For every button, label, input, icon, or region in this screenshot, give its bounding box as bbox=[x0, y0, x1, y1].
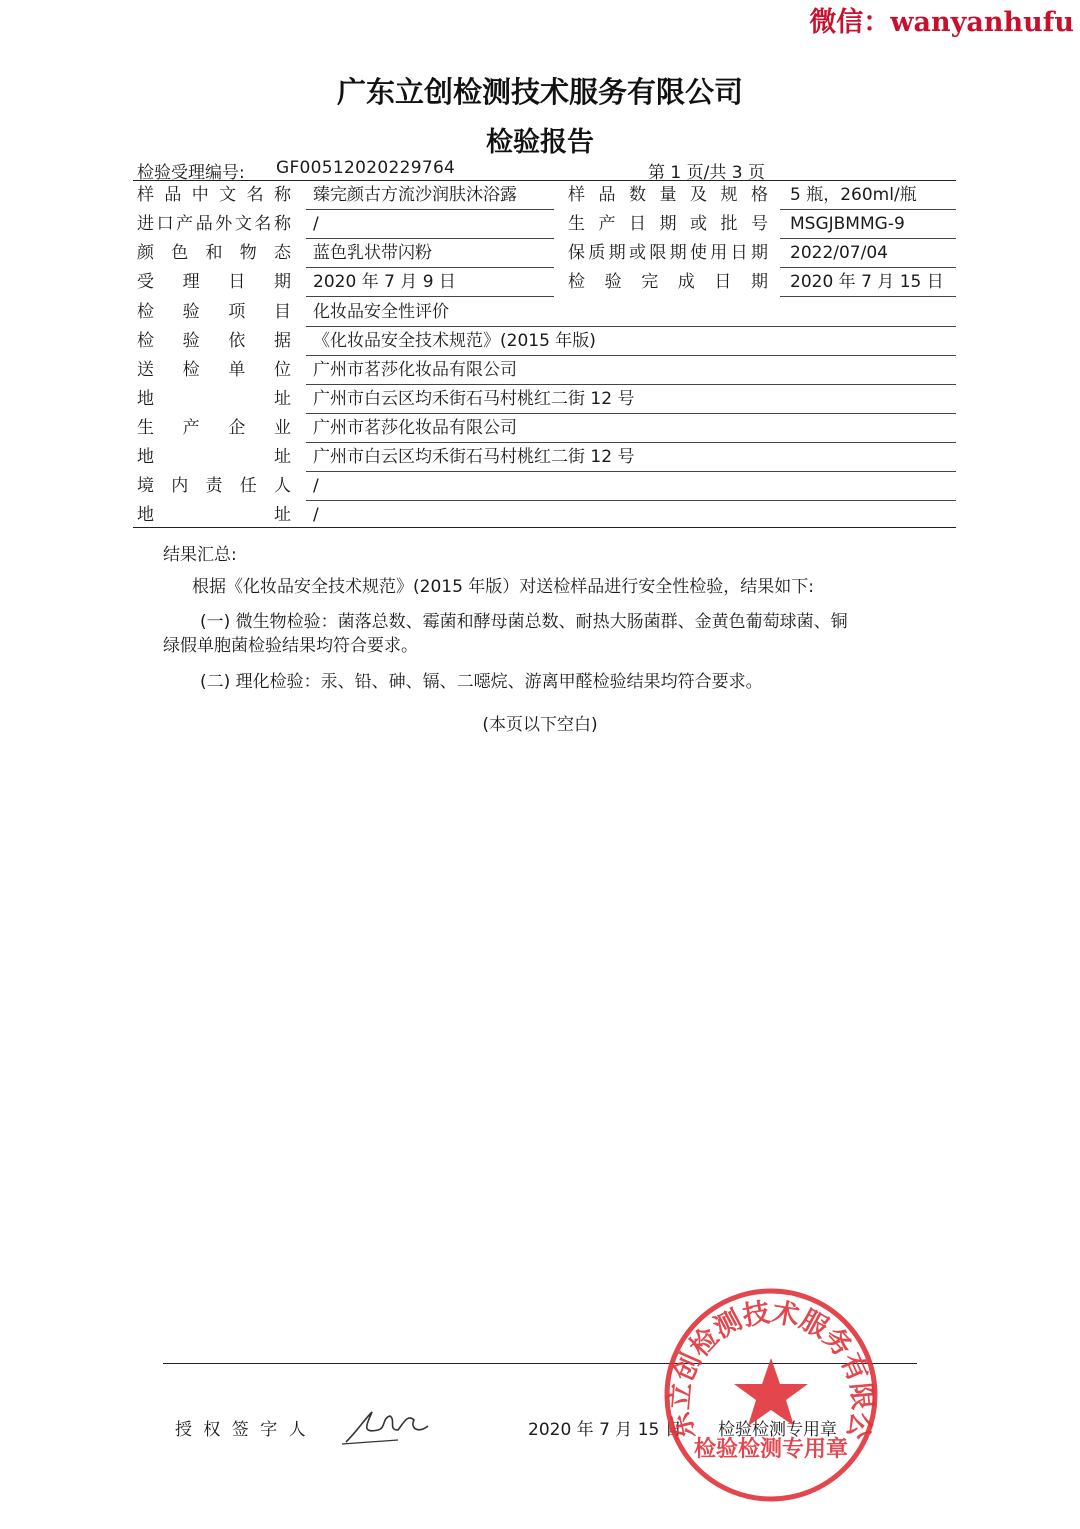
label-char: 地 bbox=[137, 389, 154, 409]
label-char: 依 bbox=[228, 331, 246, 351]
label-char: 进 bbox=[137, 214, 154, 234]
label-char: 企 bbox=[228, 418, 246, 438]
label-basis bbox=[137, 331, 291, 351]
label-char: 外 bbox=[215, 214, 233, 234]
summary-micro-line1: (一) 微生物检验：菌落总数、霉菌和酵母菌总数、耐热大肠菌群、金黄色葡萄球菌、铜 bbox=[200, 612, 848, 632]
value-rep-address: / bbox=[313, 505, 319, 525]
label-char: 日 bbox=[629, 214, 646, 234]
value-color-state: 蓝色乳状带闪粉 bbox=[313, 243, 432, 263]
label-producer bbox=[137, 418, 291, 438]
value-domestic-rep: / bbox=[313, 476, 319, 496]
underline bbox=[780, 209, 956, 210]
underline bbox=[306, 238, 554, 239]
underline bbox=[306, 355, 956, 356]
label-char: 态 bbox=[274, 243, 291, 263]
label-import-name bbox=[137, 214, 291, 234]
label-char: 验 bbox=[604, 272, 622, 292]
summary-micro-line2: 绿假单胞菌检验结果均符合要求。 bbox=[163, 636, 418, 656]
label-char: 品 bbox=[164, 185, 182, 205]
label-char: 期 bbox=[750, 243, 768, 263]
sign-date: 2020 年 7 月 15 日 bbox=[528, 1420, 682, 1440]
label-char: 址 bbox=[274, 389, 291, 409]
underline bbox=[780, 296, 956, 297]
seal-star-icon bbox=[734, 1358, 808, 1426]
label-char: 和 bbox=[205, 243, 223, 263]
label-char: 品 bbox=[195, 214, 213, 234]
label-char: 或 bbox=[690, 214, 707, 234]
label-char: 生 bbox=[137, 418, 154, 438]
value-producer-address: 广州市白云区均禾街石马村桃红二街 12 号 bbox=[313, 447, 635, 467]
label-char: 批 bbox=[720, 214, 738, 234]
label-batch bbox=[568, 214, 768, 234]
label-expiry bbox=[568, 243, 768, 263]
underline bbox=[306, 413, 956, 414]
label-char: 期 bbox=[669, 243, 687, 263]
summary-chem: (二) 理化检验：汞、铅、砷、镉、二噁烷、游离甲醛检验结果均符合要求。 bbox=[200, 672, 763, 692]
label-char: 保 bbox=[568, 243, 585, 263]
label-char: 址 bbox=[274, 447, 291, 467]
label-char: 规 bbox=[720, 185, 738, 205]
label-char: 理 bbox=[182, 272, 200, 292]
label-char: 量 bbox=[659, 185, 677, 205]
label-char: 地 bbox=[137, 447, 154, 467]
label-char: 内 bbox=[171, 476, 189, 496]
value-sender-address: 广州市白云区均禾街石马村桃红二街 12 号 bbox=[313, 389, 635, 409]
underline bbox=[306, 384, 956, 385]
label-char: 检 bbox=[568, 272, 585, 292]
label-sender-address bbox=[137, 389, 291, 409]
label-char: 名 bbox=[254, 214, 272, 234]
label-char: 文 bbox=[234, 214, 252, 234]
underline bbox=[306, 209, 554, 210]
summary-heading: 结果汇总: bbox=[163, 545, 237, 565]
underline bbox=[306, 442, 956, 443]
label-char: 期 bbox=[750, 272, 768, 292]
seal-label: 检验检测专用章 bbox=[718, 1420, 837, 1440]
label-char: 日 bbox=[730, 243, 748, 263]
label-char: 用 bbox=[710, 243, 728, 263]
label-char: 文 bbox=[219, 185, 237, 205]
value-item: 化妆品安全性评价 bbox=[313, 302, 449, 322]
value-sample-name: 臻完颜古方流沙润肤沐浴露 bbox=[313, 185, 517, 205]
label-char: 址 bbox=[274, 505, 291, 525]
table-top-rule bbox=[133, 180, 956, 181]
label-char: 产 bbox=[182, 418, 200, 438]
label-char: 期 bbox=[659, 214, 677, 234]
blank-note: (本页以下空白) bbox=[482, 715, 598, 735]
value-finish-date: 2020 年 7 月 15 日 bbox=[790, 272, 944, 292]
label-char: 验 bbox=[182, 302, 200, 322]
report-title: 检验报告 bbox=[486, 127, 594, 158]
label-char: 日 bbox=[228, 272, 246, 292]
label-char: 期 bbox=[608, 243, 626, 263]
underline bbox=[306, 500, 956, 501]
label-char: 称 bbox=[273, 185, 291, 205]
value-sample-qty: 5 瓶，260ml/瓶 bbox=[790, 185, 917, 205]
label-char: 境 bbox=[137, 476, 154, 496]
underline bbox=[306, 296, 554, 297]
label-domestic-rep bbox=[137, 476, 291, 496]
label-char: 样 bbox=[568, 185, 585, 205]
official-seal bbox=[662, 1286, 880, 1504]
signature-scribble bbox=[338, 1400, 438, 1448]
label-char: 产 bbox=[176, 214, 194, 234]
company-title: 广东立创检测技术服务有限公司 bbox=[336, 75, 743, 109]
label-char: 口 bbox=[156, 214, 174, 234]
label-char: 检 bbox=[182, 360, 200, 380]
label-char: 业 bbox=[273, 418, 291, 438]
label-char: 称 bbox=[273, 214, 291, 234]
label-char: 送 bbox=[137, 360, 154, 380]
label-char: 生 bbox=[568, 214, 585, 234]
underline bbox=[780, 267, 956, 268]
value-batch: MSGJBMMG-9 bbox=[790, 214, 905, 234]
signature bbox=[338, 1400, 438, 1448]
value-expiry: 2022/07/04 bbox=[790, 243, 888, 263]
label-char: 色 bbox=[171, 243, 189, 263]
label-char: 中 bbox=[191, 185, 209, 205]
value-basis: 《化妆品安全技术规范》(2015 年版) bbox=[313, 331, 596, 351]
label-char: 或 bbox=[628, 243, 646, 263]
underline bbox=[780, 238, 956, 239]
label-char: 单 bbox=[228, 360, 246, 380]
label-char: 受 bbox=[137, 272, 154, 292]
table-bottom-rule bbox=[133, 527, 956, 528]
label-char: 及 bbox=[690, 185, 707, 205]
label-sample-name bbox=[137, 185, 291, 205]
underline bbox=[306, 471, 956, 472]
signer-label: 授 权 签 字 人 bbox=[175, 1420, 309, 1440]
underline bbox=[306, 267, 554, 268]
label-char: 验 bbox=[182, 331, 200, 351]
label-item bbox=[137, 302, 291, 322]
page-indicator: 第 1 页/共 3 页 bbox=[648, 163, 765, 183]
label-char: 责 bbox=[205, 476, 223, 496]
label-char: 品 bbox=[598, 185, 616, 205]
label-char: 日 bbox=[714, 272, 732, 292]
report-id-label: 检验受理编号: bbox=[137, 163, 245, 183]
seal-ring-text: 东立创检测技术服务有限公 bbox=[664, 1297, 878, 1443]
value-sender: 广州市茗莎化妆品有限公司 bbox=[313, 360, 517, 380]
label-sender bbox=[137, 360, 291, 380]
label-char: 任 bbox=[239, 476, 257, 496]
label-char: 据 bbox=[273, 331, 291, 351]
seal-inner-text: 检验检测专用章 bbox=[693, 1437, 849, 1462]
label-char: 物 bbox=[239, 243, 257, 263]
watermark-text: 微信：wanyanhufu bbox=[809, 7, 1074, 38]
label-char: 期 bbox=[273, 272, 291, 292]
label-color-state bbox=[137, 243, 291, 263]
report-id-value: GF00512020229764 bbox=[276, 158, 456, 178]
label-char: 号 bbox=[751, 214, 768, 234]
label-sample-qty bbox=[568, 185, 768, 205]
seal-graphic bbox=[662, 1286, 880, 1504]
label-char: 项 bbox=[228, 302, 246, 322]
label-char: 质 bbox=[588, 243, 606, 263]
label-char: 地 bbox=[137, 505, 154, 525]
label-rep-address bbox=[137, 505, 291, 525]
label-char: 数 bbox=[629, 185, 646, 205]
underline bbox=[306, 326, 956, 327]
label-char: 检 bbox=[137, 302, 154, 322]
label-char: 使 bbox=[689, 243, 707, 263]
label-char: 人 bbox=[274, 476, 291, 496]
label-char: 成 bbox=[677, 272, 695, 292]
value-producer: 广州市茗莎化妆品有限公司 bbox=[313, 418, 517, 438]
label-char: 名 bbox=[246, 185, 264, 205]
label-char: 颜 bbox=[137, 243, 154, 263]
label-accept-date bbox=[137, 272, 291, 292]
label-char: 限 bbox=[649, 243, 667, 263]
value-import-name: / bbox=[313, 214, 319, 234]
label-char: 产 bbox=[598, 214, 616, 234]
label-finish-date bbox=[568, 272, 768, 292]
label-char: 位 bbox=[273, 360, 291, 380]
value-accept-date: 2020 年 7 月 9 日 bbox=[313, 272, 456, 292]
label-char: 目 bbox=[273, 302, 291, 322]
label-char: 样 bbox=[137, 185, 154, 205]
summary-intro: 根据《化妆品安全技术规范》(2015 年版）对送检样品进行安全性检验，结果如下: bbox=[192, 577, 815, 597]
label-char: 完 bbox=[641, 272, 659, 292]
label-producer-address bbox=[137, 447, 291, 467]
label-char: 格 bbox=[751, 185, 768, 205]
label-char: 检 bbox=[137, 331, 154, 351]
